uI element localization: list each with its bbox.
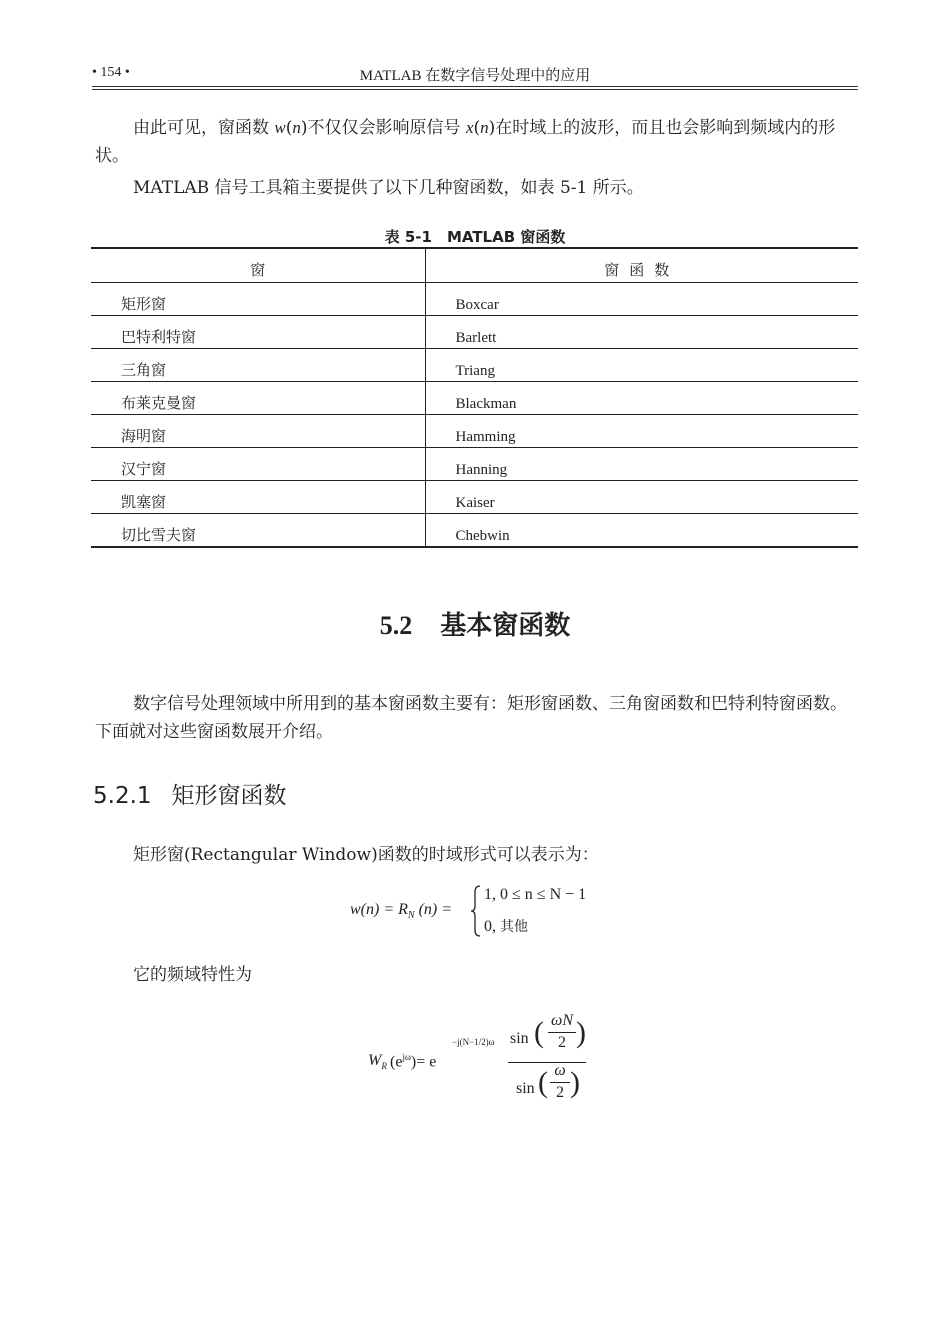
header-window-function: 窗函数: [425, 248, 858, 283]
intro-paragraph-1: 由此可见，窗函数 w(n)不仅仅会影响原信号 x(n)在时域上的波形，而且也会影响到频域内的形状。: [95, 118, 836, 166]
window-name: 巴特利特窗: [91, 316, 425, 349]
formula1-lhs: $w(n) = R_N$ (n) =: [350, 901, 453, 922]
function-name: Hamming: [425, 415, 858, 448]
formula2-num-frac-bot: 2: [558, 1034, 566, 1051]
section-title: [92, 605, 858, 642]
formula2-den-frac-bar: [550, 1082, 570, 1083]
header-rule-bottom: [92, 89, 858, 90]
formula1-brace: [470, 884, 482, 938]
window-name: 凯塞窗: [91, 481, 425, 514]
window-function-table: [91, 247, 858, 548]
formula2-den-frac-bot: 2: [556, 1084, 564, 1101]
function-name: Chebwin: [425, 514, 858, 548]
window-name: 矩形窗: [91, 283, 425, 316]
table-row: [91, 514, 858, 548]
formula-rect-window: [350, 882, 630, 940]
subsection-title: [93, 777, 287, 810]
table-row: [91, 283, 858, 316]
window-name: 海明窗: [91, 415, 425, 448]
subsection-title-text: 矩形窗函数: [171, 783, 287, 809]
table-row: [91, 316, 858, 349]
header-rule-top: [92, 86, 858, 87]
formula2-den-sin: sin: [516, 1080, 535, 1097]
formula2-arg: $(e^{j\omega})= e$: [390, 1052, 437, 1071]
function-name: Blackman: [425, 382, 858, 415]
formula2-W: $W_R$: [368, 1052, 387, 1072]
formula2-num-frac-top: ωN: [551, 1012, 573, 1029]
page-header: [92, 62, 858, 86]
intro-paragraph-2: MATLAB 信号工具箱主要提供了以下几种窗函数，如表 5-1 所示。: [133, 178, 644, 198]
running-title: MATLAB 在数字信号处理中的应用: [359, 68, 591, 84]
window-name: 汉宁窗: [91, 448, 425, 481]
table-row: [91, 448, 858, 481]
formula-rect-spectrum: [368, 1012, 588, 1116]
function-name: Triang: [425, 349, 858, 382]
formula2-den-frac-top: ω: [554, 1062, 566, 1079]
formula1-case2: 0, 其他: [484, 918, 528, 935]
formula2-main-bar: [508, 1062, 586, 1063]
window-name: 三角窗: [91, 349, 425, 382]
table-caption: 表 5-1 MATLAB 窗函数: [384, 228, 566, 246]
formula2-num-sin: sin: [510, 1030, 529, 1047]
table-row: [91, 481, 858, 514]
formula2-den-rparen: ): [570, 1066, 580, 1099]
function-name: Boxcar: [425, 283, 858, 316]
function-name: Kaiser: [425, 481, 858, 514]
freq-intro-text: 它的频域特性为: [133, 965, 252, 985]
window-name: 切比雪夫窗: [91, 514, 425, 548]
formula2-num-frac-bar: [548, 1032, 576, 1033]
section-number: 5.2: [379, 611, 413, 640]
section-paragraph: 数字信号处理领域中所用到的基本窗函数主要有：矩形窗函数、三角窗函数和巴特利特窗函数。下面就对这些窗函数展开介绍。: [95, 694, 847, 742]
window-name: 布莱克曼窗: [91, 382, 425, 415]
table-row: [91, 382, 858, 415]
table-row: [91, 415, 858, 448]
formula2-num-rparen: ): [576, 1016, 586, 1049]
subsection-paragraph: 矩形窗(Rectangular Window)函数的时域形式可以表示为：: [133, 845, 599, 865]
formula2-den-lparen: (: [538, 1066, 548, 1099]
formula2-num-lparen: (: [534, 1016, 544, 1049]
function-name: Hanning: [425, 448, 858, 481]
page-number: • 154 •: [92, 65, 130, 80]
header-window: 窗: [91, 248, 425, 283]
formula1-case1: 1, 0 ≤ n ≤ N − 1: [484, 886, 587, 903]
table-header-row: [91, 248, 858, 283]
formula2-exponent: −j(N−1/2)ω: [452, 1037, 495, 1047]
section-title-text: 基本窗函数: [440, 611, 571, 641]
function-name: Barlett: [425, 316, 858, 349]
subsection-number: 5.2.1: [93, 783, 152, 809]
table-row: [91, 349, 858, 382]
